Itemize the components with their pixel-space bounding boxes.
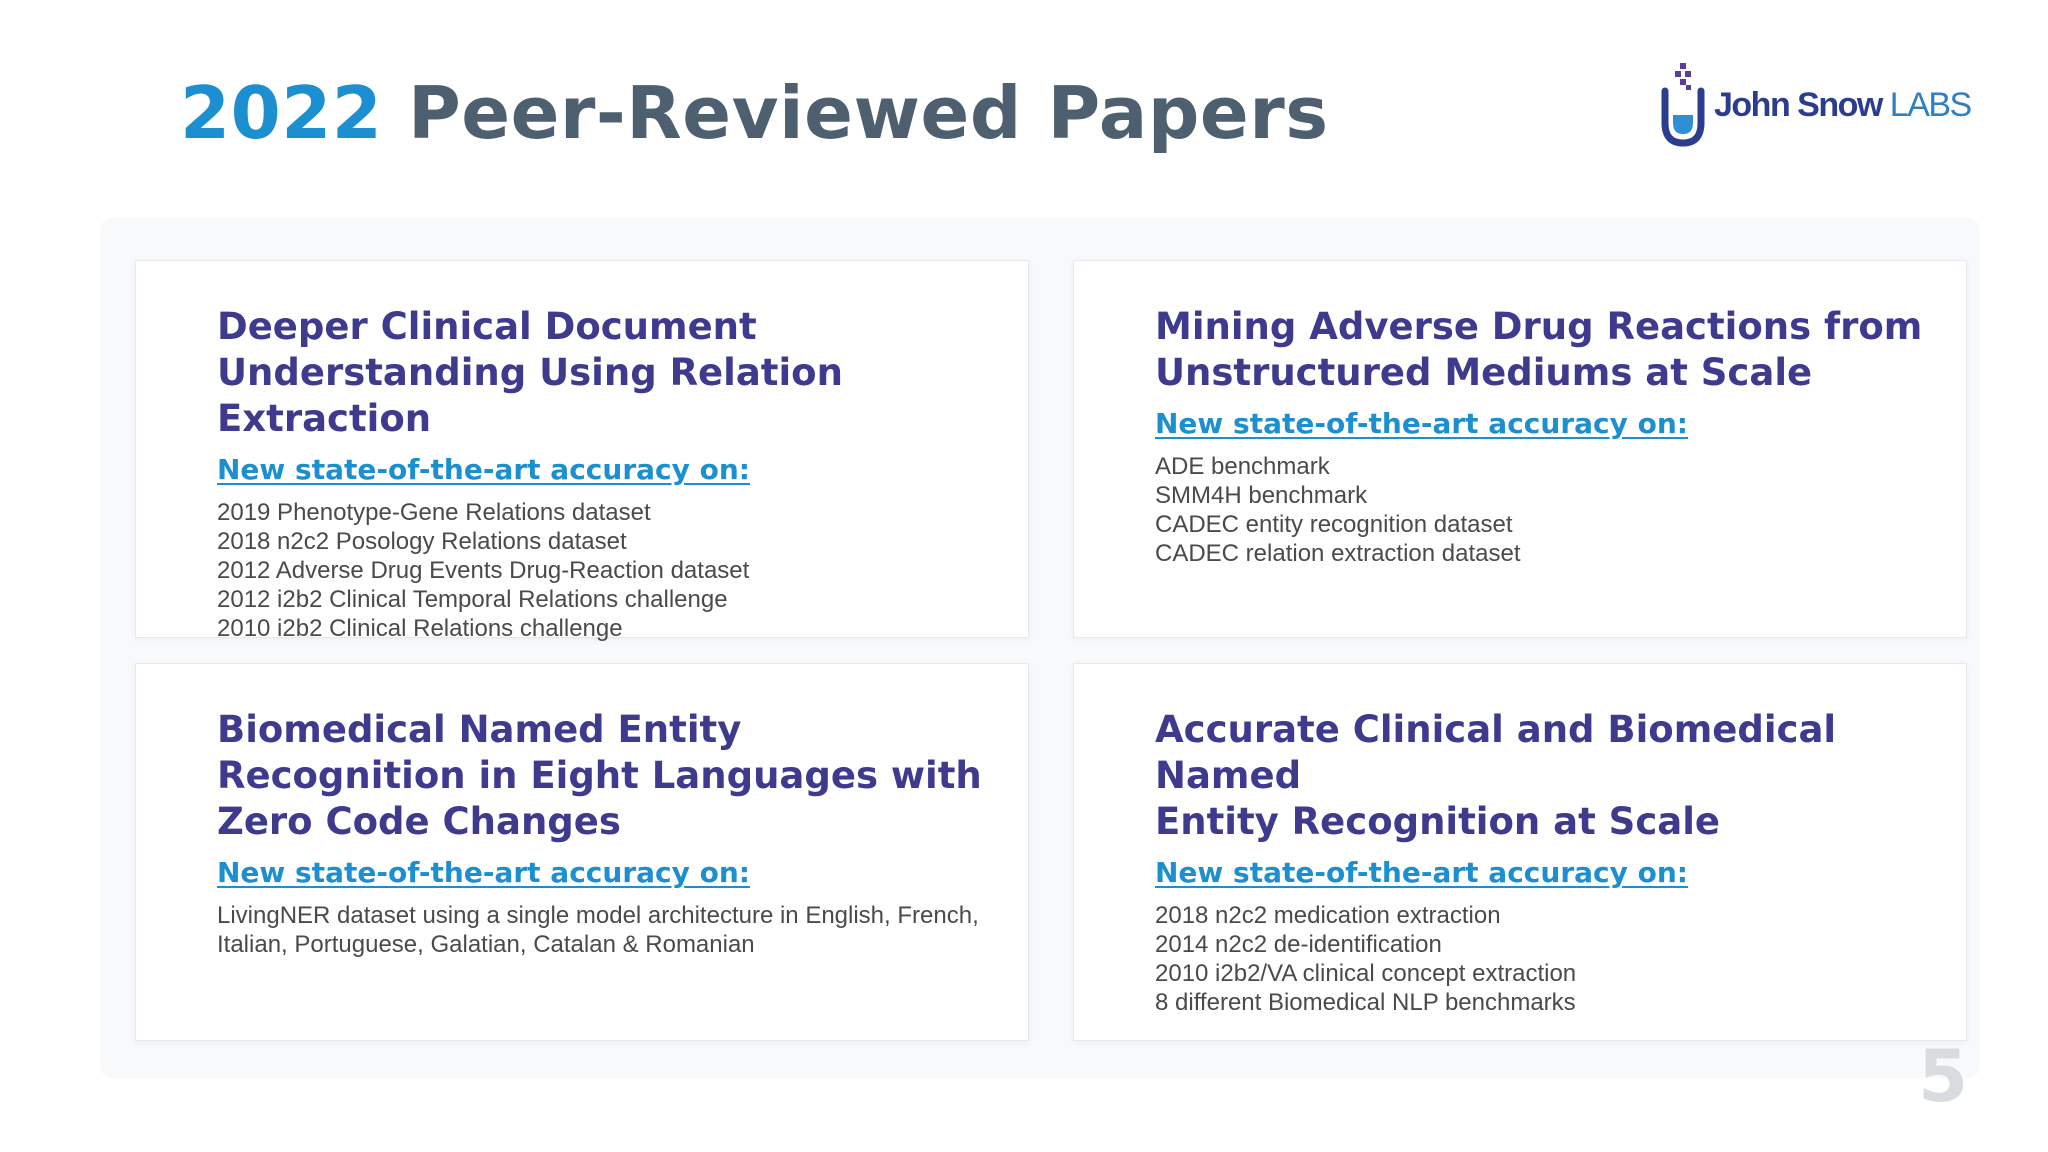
card-title: Biomedical Named Entity Recognition in Eight Languages with Zero Code Changes (217, 708, 982, 843)
logo-text: John Snow LABS (1714, 85, 1971, 124)
benchmark-list (217, 498, 988, 643)
list-item: 2010 i2b2 Clinical Relations challenge (217, 615, 623, 642)
paper-card-adverse-drug-reactions (1073, 260, 1967, 638)
benchmark-list (217, 901, 988, 959)
paper-card-biomedical-ner-eight-languages (135, 663, 1029, 1041)
title-year: 2022 (180, 71, 383, 155)
sota-accuracy-link[interactable]: New state-of-the-art accuracy on: (1155, 407, 1688, 440)
benchmark-list (1155, 901, 1926, 1017)
title-text: Peer-Reviewed Papers (407, 71, 1329, 155)
list-item: ADE benchmark (1155, 453, 1330, 480)
card-title: Deeper Clinical Document Understanding Using Relation Extraction (217, 305, 843, 440)
list-item: 2012 Adverse Drug Events Drug-Reaction dataset (217, 557, 750, 584)
sota-accuracy-link[interactable]: New state-of-the-art accuracy on: (217, 856, 750, 889)
benchmark-list (1155, 452, 1926, 568)
list-item: SMM4H benchmark (1155, 482, 1368, 509)
flask-logo-icon (1660, 63, 1706, 147)
card-title: Mining Adverse Drug Reactions from Unstructured Mediums at Scale (1155, 305, 1923, 394)
card-title-line: Entity Recognition at Scale (1155, 800, 1720, 843)
list-item: LivingNER dataset using a single model architecture in English, French, Italian, Portuguese, Galatian, Catalan & Romanian (217, 902, 979, 958)
list-item: 2010 i2b2/VA clinical concept extraction (1155, 960, 1577, 987)
list-item: 2019 Phenotype-Gene Relations dataset (217, 499, 651, 526)
paper-card-clinical-biomedical-ner (1073, 663, 1967, 1041)
card-title-line: Accurate Clinical and Biomedical Named (1155, 708, 1837, 797)
card-title (1155, 707, 1926, 845)
list-item: 2018 n2c2 Posology Relations dataset (217, 528, 627, 555)
list-item: CADEC entity recognition dataset (1155, 511, 1513, 538)
sota-accuracy-link[interactable]: New state-of-the-art accuracy on: (1155, 856, 1688, 889)
paper-card-relation-extraction (135, 260, 1029, 642)
page-title (180, 68, 1329, 158)
sota-accuracy-link[interactable]: New state-of-the-art accuracy on: (217, 453, 750, 486)
list-item: 8 different Biomedical NLP benchmarks (1155, 989, 1576, 1016)
list-item: 2012 i2b2 Clinical Temporal Relations challenge (217, 586, 728, 613)
company-logo (1660, 62, 1971, 148)
list-item: 2018 n2c2 medication extraction (1155, 902, 1501, 929)
list-item: 2014 n2c2 de-identification (1155, 931, 1442, 958)
page-number: 5 (1918, 1034, 1969, 1118)
list-item: CADEC relation extraction dataset (1155, 540, 1521, 567)
